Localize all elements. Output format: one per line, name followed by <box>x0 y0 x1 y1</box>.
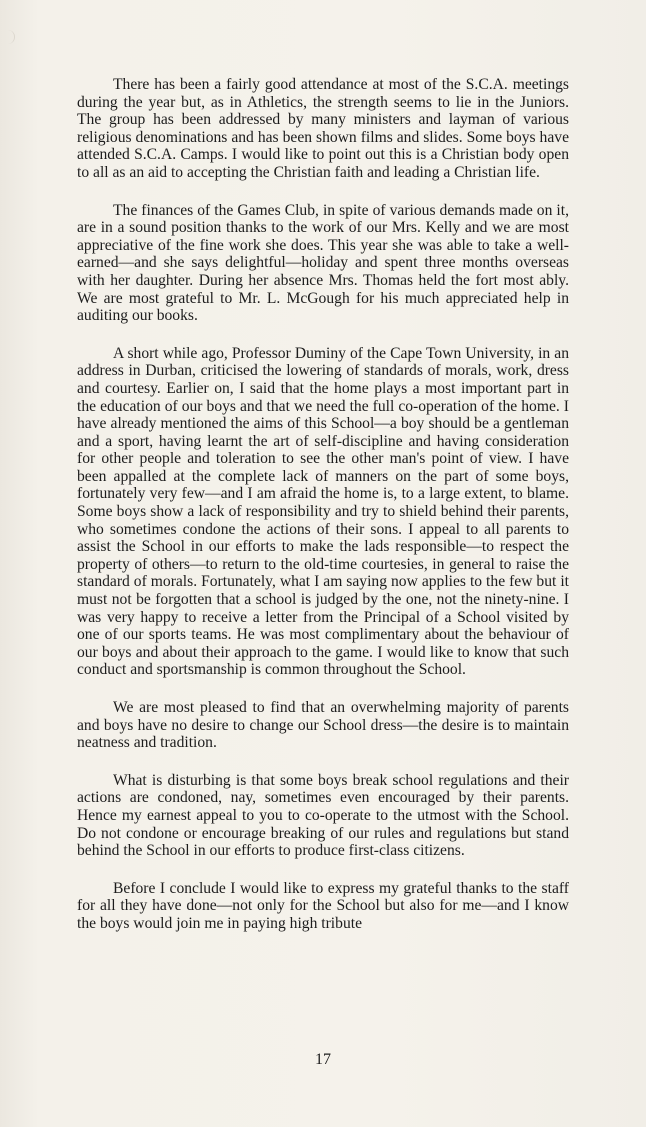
paragraph-standards-of-morals: A short while ago, Professor Duminy of the Cape Town University, in an address in Durban, criticised the lowering of standards of morals, work, dress and courtesy. Earlier on, I said that the home plays a most important part in the education of our boys and that we need the full co-operation of the home. I have already mentioned the aims of this School—a boy should be a gentleman and a sport, having learnt the art of self-discipline and having consideration for other people and toleration to see the other man's point of view. I have been appalled at the complete lack of manners on the part of some boys, fortunately very few—and I am afraid the home is, to a large extent, to blame. Some boys show a lack of responsibility and try to shield behind their parents, who sometimes condone the actions of their sons. I appeal to all parents to assist the School in our efforts to make the lads responsible—to respect the property of others—to return to the old-time courtesies, in general to raise the standard of morals. Fortunately, what I am saying now applies to the few but it must not be forgotten that a school is judged by the one, not the ninety-nine. I was very happy to receive a letter from the Principal of a School visited by one of our sports teams. He was most complimentary about the behaviour of our boys and about their approach to the game. I would like to know that such conduct and sportsmanship is common throughout the School. <box>77 344 569 679</box>
body-text <box>77 76 569 933</box>
paragraph-school-regulations: What is disturbing is that some boys break school regulations and their actions are condoned, nay, sometimes even encouraged by their parents. Hence my earnest appeal to you to co-operate to the utmost with the School. Do not condone or encourage breaking of our rules and regulations but stand behind the School in our efforts to produce first-class citizens. <box>77 771 569 860</box>
paragraph-school-dress: We are most pleased to find that an overwhelming majority of parents and boys have no desire to change our School dress—the desire is to maintain neatness and tradition. <box>77 699 569 752</box>
paragraph-conclusion: Before I conclude I would like to express my grateful thanks to the staff for all they have done—not only for the School but also for me—and I know the boys would join me in paying high tribute <box>77 879 569 932</box>
page-number: 17 <box>315 1051 331 1068</box>
page-edge-mark <box>6 30 15 44</box>
paragraph-games-club-finances: The finances of the Games Club, in spite of various demands made on it, are in a sound position thanks to the work of our Mrs. Kelly and we are most appreciative of the fine work she does. This year she was able to take a well-earned—and she says delightful—holiday and spent three months overseas with her daughter. During her absence Mrs. Thomas held the fort most ably. We are most grateful to Mr. L. McGough for his much appreciated help in auditing our books. <box>77 201 569 325</box>
paragraph-sca-meetings: There has been a fairly good attendance at most of the S.C.A. meetings during the year but, as in Athletics, the strength seems to lie in the Juniors. The group has been addressed by many ministers and layman of various religious denominations and has been shown films and slides. Some boys have attended S.C.A. Camps. I would like to point out this is a Christian body open to all as an aid to accepting the Christian faith and leading a Christian life. <box>77 76 569 181</box>
